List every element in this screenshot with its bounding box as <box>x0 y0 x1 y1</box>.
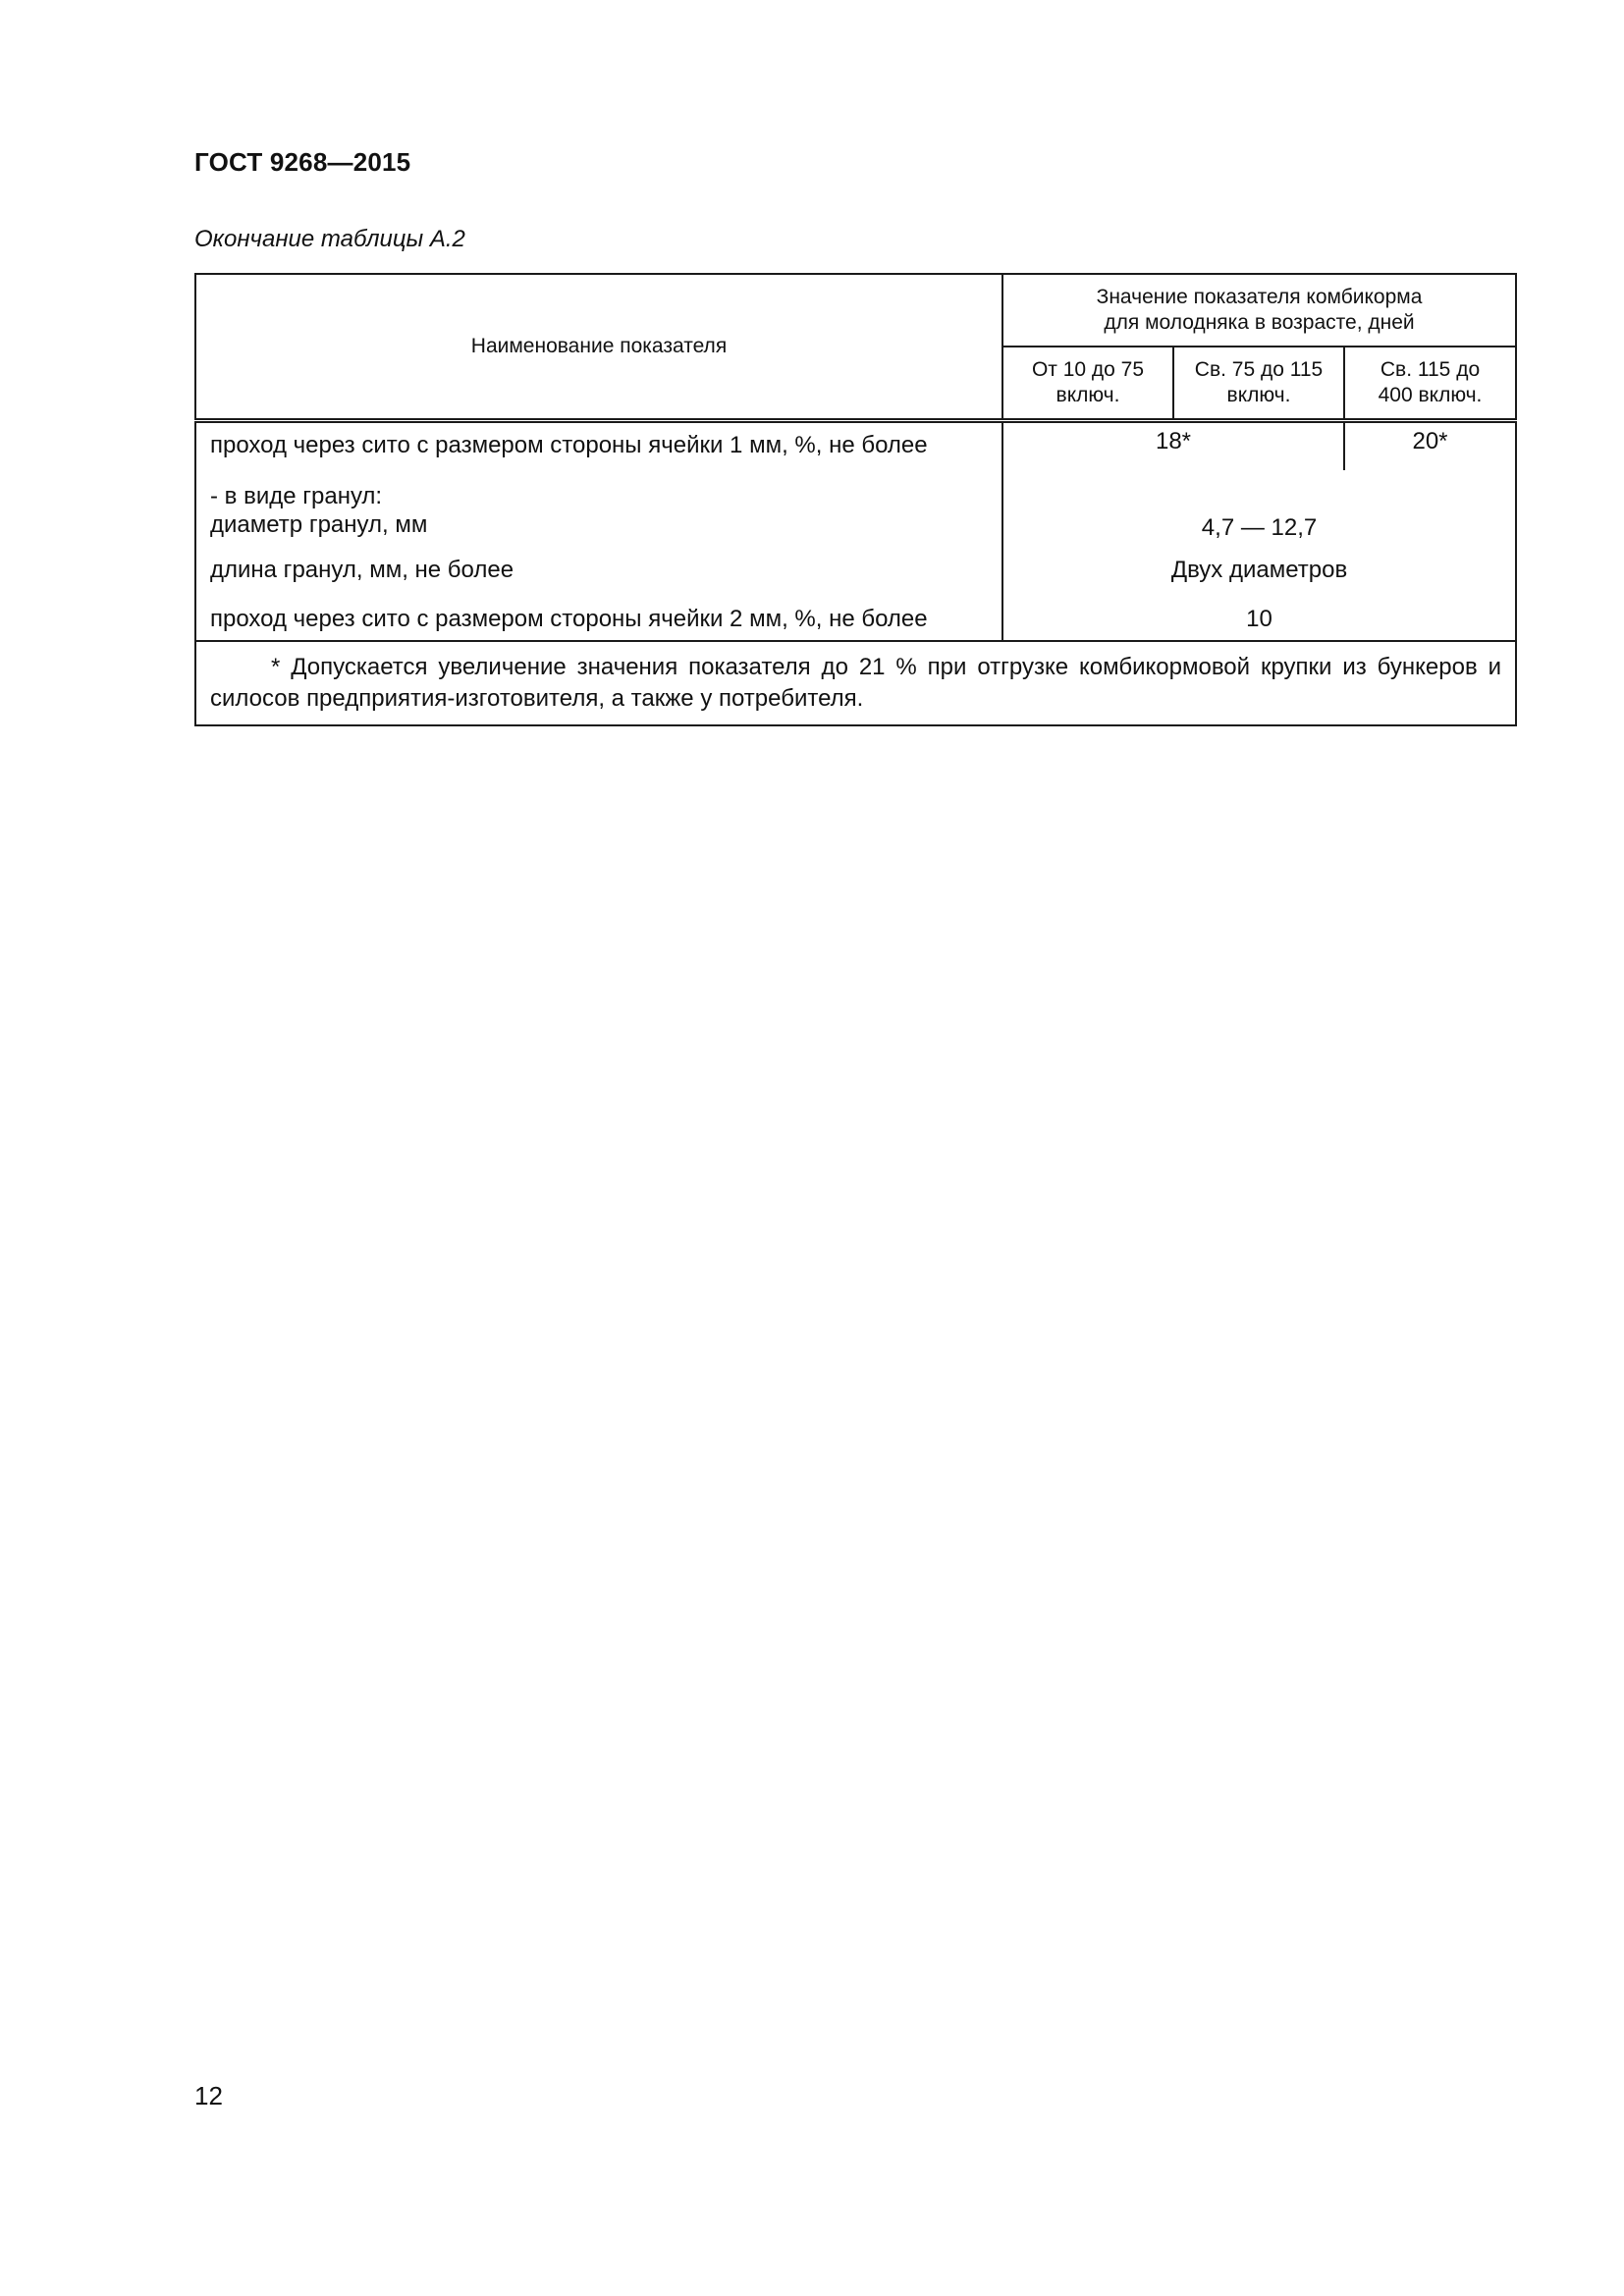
row-name-granules: - в виде гранул: <box>195 470 1002 510</box>
table-row <box>195 510 1516 544</box>
table-row <box>195 421 1516 471</box>
table-caption: Окончание таблицы А.2 <box>194 226 465 252</box>
value-diameter: 4,7 — 12,7 <box>1002 510 1516 544</box>
value-sieve-2mm: 10 <box>1002 591 1516 641</box>
row-name-sieve-1mm: проход через сито с размером стороны ячейки 1 мм, %, не более <box>195 421 1002 471</box>
age-2-line2: включ. <box>1226 384 1291 406</box>
group-header-line1: Значение показателя комбикорма <box>1096 286 1423 308</box>
column-header-indicator: Наименование показателя <box>195 274 1002 421</box>
column-header-age-2 <box>1173 347 1344 421</box>
age-3-line1: Св. 115 до <box>1380 358 1481 381</box>
row-name-length: длина гранул, мм, не более <box>195 544 1002 591</box>
table-footnote <box>195 641 1516 725</box>
table-row <box>195 641 1516 725</box>
age-3-line2: 400 включ. <box>1378 384 1483 406</box>
table-row <box>195 591 1516 641</box>
footnote-text: * Допускается увеличение значения показателя до 21 % при отгрузке комбикормовой крупки из бункеров и силосов предприятия-изготовителя, а также у потребителя. <box>210 654 1502 712</box>
group-header-line2: для молодняка в возрасте, дней <box>1104 311 1415 334</box>
age-1-line1: От 10 до 75 <box>1031 358 1145 381</box>
age-1-line2: включ. <box>1056 384 1120 406</box>
column-header-age-1 <box>1002 347 1173 421</box>
age-2-line1: Св. 75 до 115 <box>1194 358 1324 381</box>
value-granules <box>1002 470 1516 510</box>
document-header: ГОСТ 9268—2015 <box>194 147 411 177</box>
column-header-group <box>1002 274 1516 347</box>
indicator-table <box>194 273 1517 726</box>
table-row <box>195 470 1516 510</box>
table-row <box>195 544 1516 591</box>
value-sieve-1mm-b: 20* <box>1344 421 1516 471</box>
value-sieve-1mm-a: 18* <box>1002 421 1344 471</box>
page-number: 12 <box>194 2081 223 2110</box>
value-length: Двух диаметров <box>1002 544 1516 591</box>
row-name-diameter: диаметр гранул, мм <box>195 510 1002 544</box>
column-header-age-3 <box>1344 347 1516 421</box>
row-name-sieve-2mm: проход через сито с размером стороны ячейки 2 мм, %, не более <box>195 591 1002 641</box>
